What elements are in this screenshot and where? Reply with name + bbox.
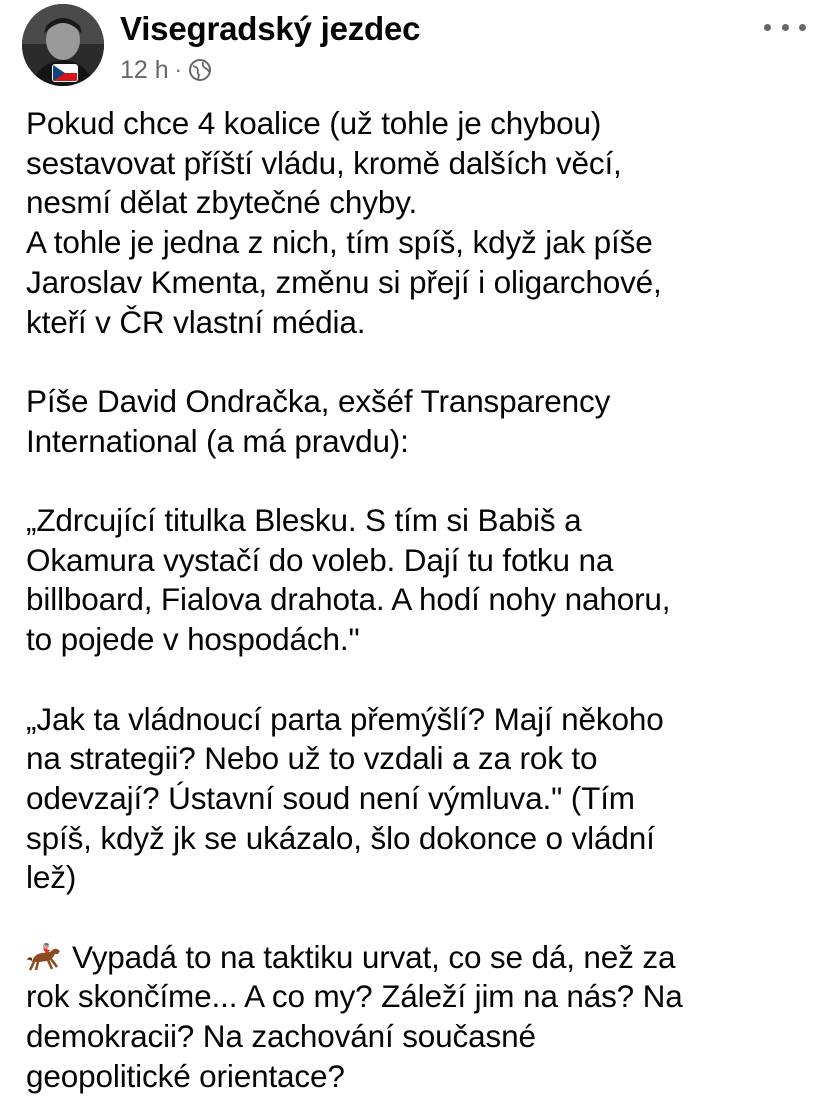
horse-racing-icon	[26, 942, 64, 972]
more-options-icon[interactable]	[764, 14, 806, 40]
meta-separator: ·	[174, 57, 182, 82]
post-timestamp[interactable]: 12 h	[120, 55, 169, 84]
post-text	[26, 104, 816, 1097]
post-meta	[120, 56, 212, 84]
post-paragraph: Vypadá to na taktiku urvat, co se dá, než za rok skončíme... A co my? Záleží jim na nás? Na demokracii? Na zachování současné geopolitické orientace?	[26, 938, 683, 1094]
post-header	[22, 4, 812, 88]
post-paragraph: Pokud chce 4 koalice (už tohle je chybou) sestavovat příští vládu, kromě dalších věcí, nesmí dělat zbytečné chyby. A tohle je jedna z nich, tím spíš, když jak píše Jaroslav Kmenta, změnu si přejí i oligarchové, kteří v ČR vlastní média.	[26, 105, 662, 340]
post-paragraph: „Jak ta vládnoucí parta přemýšlí? Mají někoho na strategii? Nebo už to vzdali a za rok to odevzají? Ústavní soud není výmluva." (Tím spíš, když jk se ukázalo, šlo dokonce o vládní lež)	[26, 700, 664, 896]
post-paragraph: Píše David Ondračka, exšéf Transparency International (a má pravdu):	[26, 382, 611, 459]
post-paragraph: „Zdrcující titulka Blesku. S tím si Babiš a Okamura vystačí do voleb. Dají tu fotku na billboard, Fialova drahota. A hodí nohy nahoru, to pojede v hospodách."	[26, 502, 671, 658]
author-name[interactable]: Visegradský jezdec	[120, 10, 421, 47]
globe-icon	[188, 58, 212, 82]
post-paragraph-last	[26, 938, 816, 1097]
czech-flag-icon	[52, 64, 78, 82]
